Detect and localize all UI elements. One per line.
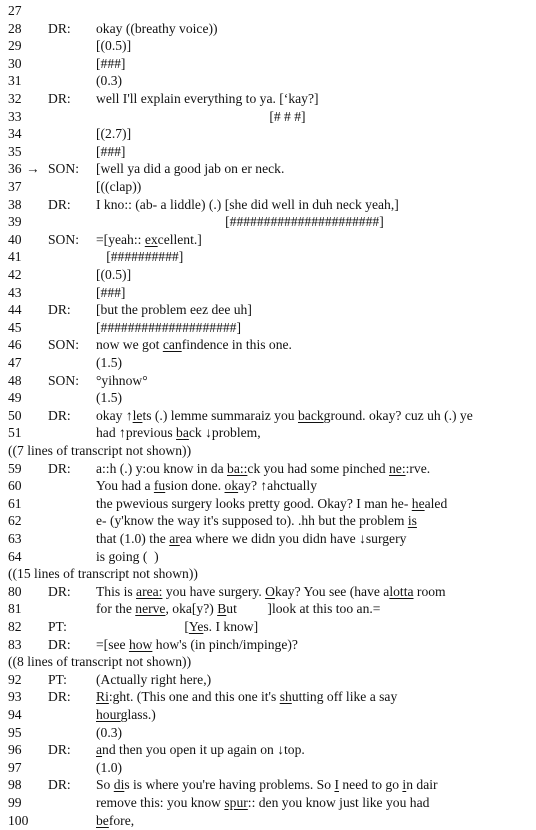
line-number: 92	[8, 671, 22, 687]
speaker-label: SON:	[48, 337, 79, 353]
transcript-line	[0, 477, 536, 495]
line-number: 48	[8, 372, 22, 388]
transcript-line	[0, 495, 536, 513]
line-number: 40	[8, 231, 22, 247]
transcript-line	[0, 530, 536, 548]
line-number: 63	[8, 531, 22, 546]
line-number: 93	[8, 689, 22, 705]
transcript-line	[0, 671, 536, 689]
utterance-text: [well ya did a good jab on er neck.	[96, 161, 285, 177]
transcript-line	[0, 231, 536, 249]
line-number: 37	[8, 179, 22, 194]
transcript-line	[0, 213, 536, 231]
utterance-text: =[see how how's (in pinch/impinge)?	[96, 636, 298, 652]
line-number: 35	[8, 143, 22, 159]
line-number: 27	[8, 3, 22, 18]
line-number: 51	[8, 425, 22, 441]
utterance-text: remove this: you know spur:: den you know just like you had	[96, 795, 430, 810]
line-number: 42	[8, 267, 22, 282]
speaker-label: DR:	[48, 583, 71, 599]
utterance-text: [# # #]	[96, 108, 306, 124]
utterance-text: (Actually right here,)	[96, 671, 212, 687]
utterance-text: and then you open it up again on ↓top.	[96, 742, 305, 758]
utterance-text: okay ↑lets (.) lemme summaraiz you background. okay? cuz uh (.) ye	[96, 407, 473, 423]
utterance-text: (0.3)	[96, 724, 123, 740]
line-number: 83	[8, 636, 22, 652]
speaker-label: PT:	[48, 671, 67, 687]
transcript-line	[0, 600, 536, 618]
transcript-line	[0, 2, 536, 20]
line-number: 41	[8, 249, 22, 265]
utterance-text: now we got canfindence in this one.	[96, 337, 292, 353]
line-number: 81	[8, 601, 22, 617]
utterance-text: okay ((breathy voice))	[96, 20, 218, 36]
speaker-label: DR:	[48, 196, 71, 212]
line-number: 44	[8, 302, 22, 318]
utterance-text: had ↑previous back ↓problem,	[96, 425, 261, 441]
speaker-label: SON:	[48, 161, 79, 177]
speaker-label: DR:	[48, 20, 71, 36]
line-number: 59	[8, 460, 22, 476]
omitted-lines-text: ((15 lines of transcript not shown))	[8, 566, 198, 582]
transcript-line	[0, 460, 536, 478]
utterance-text: hourglass.)	[96, 707, 156, 722]
line-number: 60	[8, 478, 22, 494]
speaker-label: DR:	[48, 742, 71, 758]
utterance-text: So dis is where you're having problems. So I need to go in dair	[96, 777, 438, 793]
transcript-line	[0, 125, 536, 143]
speaker-label: DR:	[48, 91, 71, 106]
transcript-line	[0, 196, 536, 214]
line-number: 46	[8, 337, 22, 353]
omitted-lines-note	[0, 442, 536, 460]
line-number: 61	[8, 495, 22, 511]
speaker-label: DR:	[48, 777, 71, 793]
transcript-line	[0, 72, 536, 90]
line-number: 45	[8, 319, 22, 335]
utterance-text: [Yes. I know]	[96, 619, 259, 634]
line-number: 64	[8, 548, 22, 564]
utterance-text: e- (y'know the way it's supposed to). .hh but the problem is	[96, 513, 417, 529]
line-number: 38	[8, 196, 22, 212]
utterance-text: You had a fusion done. okay? ↑ahctually	[96, 478, 317, 494]
line-number: 62	[8, 513, 22, 529]
line-number: 39	[8, 214, 22, 230]
transcript-line	[0, 319, 536, 337]
transcript-line	[0, 636, 536, 654]
transcript-line	[0, 178, 536, 196]
utterance-text: a::h (.) y:ou know in da ba::ck you had some pinched ne::rve.	[96, 460, 431, 476]
line-number: 50	[8, 407, 22, 423]
line-number: 82	[8, 619, 22, 634]
utterance-text: that (1.0) the area where we didn you didn have ↓surgery	[96, 531, 407, 546]
transcript-line	[0, 20, 536, 38]
transcript-line	[0, 618, 536, 636]
omitted-lines-text: ((8 lines of transcript not shown))	[8, 654, 192, 670]
utterance-text: [######################]	[96, 214, 384, 230]
transcript-line	[0, 512, 536, 530]
line-number: 49	[8, 390, 22, 406]
line-number: 95	[8, 724, 22, 740]
utterance-text: for the nerve, oka[y?) But ]look at this too an.=	[96, 601, 381, 617]
focus-arrow-icon: →	[26, 161, 40, 177]
line-number: 96	[8, 742, 22, 758]
utterance-text: (0.3)	[96, 73, 123, 89]
transcript-line	[0, 583, 536, 601]
utterance-text: [##########]	[96, 249, 184, 265]
speaker-label: SON:	[48, 231, 79, 247]
transcript-line	[0, 336, 536, 354]
transcript-line	[0, 706, 536, 724]
transcript-line	[0, 794, 536, 812]
utterance-text: This is area: you have surgery. Okay? You see (have alotta room	[96, 583, 446, 599]
transcript-line	[0, 266, 536, 284]
transcript-line	[0, 301, 536, 319]
utterance-text: =[yeah:: excellent.]	[96, 231, 202, 247]
utterance-text: (1.5)	[96, 355, 123, 370]
utterance-text: Ri:ght. (This one and this one it's shutting off like a say	[96, 689, 398, 705]
line-number: 98	[8, 777, 22, 793]
transcript-line	[0, 776, 536, 794]
transcript-line	[0, 389, 536, 407]
speaker-label: DR:	[48, 460, 71, 476]
speaker-label: PT:	[48, 619, 67, 634]
utterance-text: I kno:: (ab- a liddle) (.) [she did well in duh neck yeah,]	[96, 196, 399, 212]
speaker-label: DR:	[48, 689, 71, 705]
transcript-line	[0, 407, 536, 425]
omitted-lines-note	[0, 653, 536, 671]
transcript-line	[0, 548, 536, 566]
utterance-text: °yihnow°	[96, 372, 148, 388]
utterance-text: is going ( )	[96, 548, 159, 564]
line-number: 32	[8, 91, 22, 106]
line-number: 34	[8, 126, 22, 142]
line-number: 80	[8, 583, 22, 599]
line-number: 28	[8, 20, 22, 36]
line-number: 100	[8, 812, 29, 828]
line-number: 36	[8, 161, 22, 177]
utterance-text: [###]	[96, 143, 126, 159]
transcript-line	[0, 160, 536, 178]
utterance-text: [(0.5)]	[96, 38, 132, 54]
line-number: 30	[8, 55, 22, 71]
speaker-label: DR:	[48, 302, 71, 318]
utterance-text: before,	[96, 812, 135, 828]
transcript-line	[0, 248, 536, 266]
line-number: 43	[8, 284, 22, 300]
line-number: 94	[8, 707, 22, 722]
line-number: 29	[8, 38, 22, 54]
omitted-lines-note	[0, 565, 536, 583]
omitted-lines-text: ((7 lines of transcript not shown))	[8, 443, 192, 458]
speaker-label: DR:	[48, 636, 71, 652]
utterance-text: [####################]	[96, 319, 241, 335]
line-number: 97	[8, 759, 22, 775]
transcript-line	[0, 143, 536, 161]
line-number: 99	[8, 795, 22, 810]
transcript-line	[0, 812, 536, 830]
transcript-line	[0, 688, 536, 706]
utterance-text: the pwevious surgery looks pretty good. Okay? I man he- healed	[96, 495, 448, 511]
transcript-line	[0, 741, 536, 759]
transcript-line	[0, 424, 536, 442]
speaker-label: DR:	[48, 407, 71, 423]
utterance-text: [###]	[96, 284, 126, 300]
utterance-text: [(2.7)]	[96, 126, 132, 142]
transcript-line	[0, 354, 536, 372]
transcript-line	[0, 284, 536, 302]
transcript-line	[0, 90, 536, 108]
line-number: 33	[8, 108, 22, 124]
transcript-line	[0, 55, 536, 73]
utterance-text: well I'll explain everything to ya. [‘kay?]	[96, 91, 319, 106]
line-number: 31	[8, 73, 22, 89]
transcript-line	[0, 759, 536, 777]
transcript-line	[0, 108, 536, 126]
utterance-text: (1.5)	[96, 390, 123, 406]
utterance-text: [((clap))	[96, 179, 142, 194]
transcript-line	[0, 37, 536, 55]
transcript-line	[0, 724, 536, 742]
utterance-text: (1.0)	[96, 759, 123, 775]
line-number: 47	[8, 355, 22, 370]
utterance-text: [###]	[96, 55, 126, 71]
transcript-line	[0, 372, 536, 390]
speaker-label: SON:	[48, 372, 79, 388]
utterance-text: [(0.5)]	[96, 267, 132, 282]
utterance-text: [but the problem eez dee uh]	[96, 302, 252, 318]
